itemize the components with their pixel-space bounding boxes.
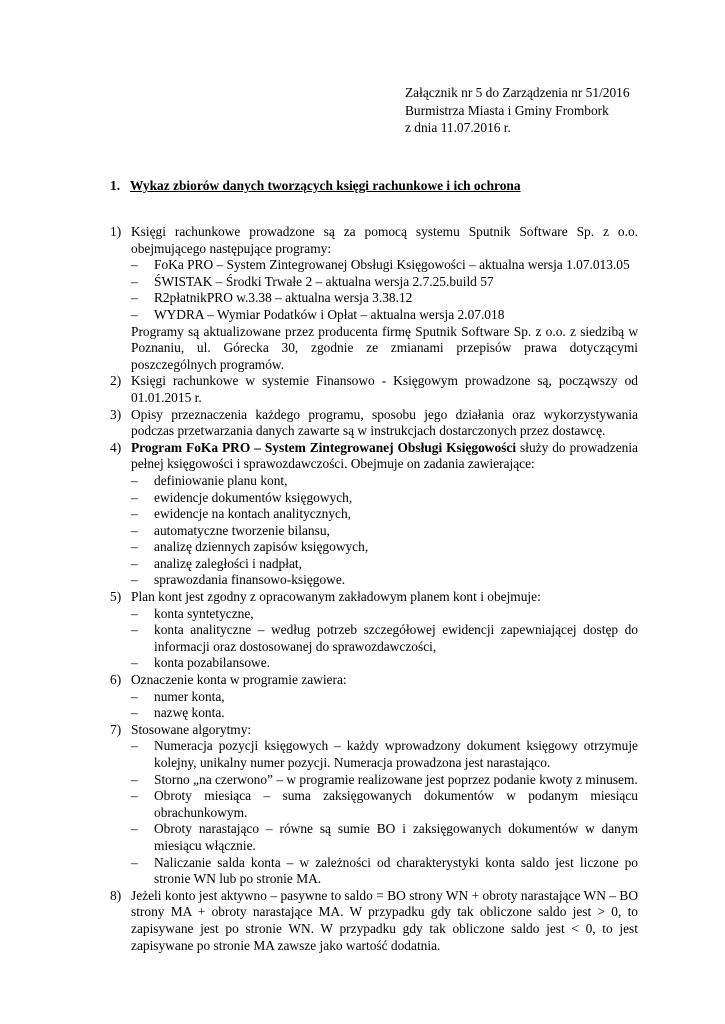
account-type: – konta pozabilansowe. [131,655,271,671]
dash-bullet: – [131,688,138,704]
dash-bullet: – [131,472,138,488]
list-item [110,440,638,589]
attachment-header [405,84,630,137]
task-list [131,473,638,589]
section-heading [110,178,521,194]
item-number: 1) [110,224,122,239]
item-text: Plan kont jest zgodny z opracowanym zakładowym planem kont i obejmuje: [131,589,541,605]
task-item: – sprawozdania finansowo-księgowe. [131,572,346,588]
item-text: Program FoKa PRO – System Zintegrowanej Obsługi Księgowości służy do prowadzenia pełnej księgowości i sprawozdawczości. Obejmuje on zadania zawierające: [131,439,638,472]
item-text: Opisy przeznaczenia każdego programu, sposobu jego działania oraz wykorzystywania podczas przetwarzania danych zawarte są w instrukcjach dostarczonych przez dostawcę. [131,406,638,439]
program-r2platnik: – R2płatnikPRO w.3.38 – aktualna wersja 3.38.12 [131,290,413,306]
item-text: Stosowane algorytmy: [131,721,252,737]
algorithm-item: – Naliczanie salda konta – w zależności od charakterystyki konta saldo jest liczone po stronie WN lub po stronie MA. [131,854,638,887]
item-number: 5) [110,589,122,605]
dash-bullet: – [131,655,138,671]
algorithm-item: – Obroty narastająco – równe są sumie BO i zaksięgowanych dokumentów w danym miesiącu włącznie. [131,821,638,853]
list-item [110,224,638,373]
dash-bullet: – [131,290,138,306]
dash-bullet: – [131,539,138,555]
task-item: – automatyczne tworzenie bilansu, [131,522,330,538]
dash-bullet: – [131,489,138,505]
item-number: 4) [110,439,122,455]
section-number: 1. [110,178,121,193]
task-item: – analizę zaległości i nadpłat, [131,555,302,571]
algorithm-list [131,738,638,887]
item-number: 2) [110,373,122,389]
algorithm-item: – Obroty miesiąca – suma zaksięgowanych dokumentów w podanym miesiącu obrachunkowym. [131,788,638,820]
program-wydra: – WYDRA – Wymiar Podatków i Opłat – aktualna wersja 2.07.018 [131,306,505,322]
dash-bullet: – [131,506,138,522]
marking-item: – numer konta, [131,688,225,704]
item-number: 7) [110,721,122,737]
dash-bullet: – [131,257,138,273]
item-number: 3) [110,406,122,422]
item-number: 8) [110,887,122,903]
item-text: Oznaczenie konta w programie zawiera: [131,672,347,688]
item-text: Księgi rachunkowe prowadzone są za pomocą systemu Sputnik Software Sp. z o.o. obejmującego następujące programy: [131,224,638,256]
list-item [110,722,638,888]
dash-bullet: – [131,854,138,870]
task-item: – analizę dziennych zapisów księgowych, [131,539,369,555]
account-plan-list [131,606,638,672]
dash-bullet: – [131,705,138,721]
task-item: – ewidencje dokumentów księgowych, [131,489,353,505]
dash-bullet: – [131,771,138,787]
dash-bullet: – [131,273,138,289]
header-line-attachment: Załącznik nr 5 do Zarządzenia nr 51/2016 [405,85,630,100]
dash-bullet: – [131,555,138,571]
item-after-text: Programy są aktualizowane przez producenta firmę Sputnik Software Sp. z o.o. z siedzibą w Poznaniu, ul. Górecka 30, zgodnie ze zmianami przepisów prawa dotyczącymi poszczególnych programów. [131,323,638,372]
account-marking-list [131,689,638,722]
header-line-issuer: Burmistrza Miasta i Gminy Frombork [405,102,609,118]
list-item [110,407,638,440]
list-item [110,888,638,954]
account-type: – konta syntetyczne, [131,605,254,621]
program-swistak: – ŚWISTAK – Środki Trwałe 2 – aktualna wersja 2.7.25.build 57 [131,273,494,289]
list-item [110,589,638,672]
account-type: – konta analityczne – według potrzeb szczegółowej ewidencji zapewniającej dostęp do informacji oraz dostosowanej do sprawozdawczości, [131,622,638,654]
dash-bullet: – [131,306,138,322]
header-line-date: z dnia 11.07.2016 r. [405,120,511,136]
dash-bullet: – [131,522,138,538]
program-foka: – FoKa PRO – System Zintegrowanej Obsługi Księgowości – aktualna wersja 1.07.013.05 [131,257,630,273]
algorithm-item: – Storno „na czerwono” – w programie realizowane jest poprzez podanie kwoty z minusem. [131,771,638,787]
dash-bullet: – [131,738,138,754]
list-item [110,672,638,722]
dash-bullet: – [131,605,138,621]
dash-bullet: – [131,572,138,588]
program-name-bold: Program FoKa PRO – System Zintegrowanej Obsługi Księgowości [131,439,517,455]
marking-item: – nazwę konta. [131,705,225,721]
dash-bullet: – [131,788,138,804]
algorithm-item: – Numeracja pozycji księgowych – każdy wprowadzony dokument księgowy otrzymuje kolejny, unikalny numer pozycji. Numeracja prowadzona jest narastająco. [131,738,638,770]
item-text: Jeżeli konto jest aktywno – pasywne to saldo = BO strony WN + obroty narastające WN – BO strony MA + obroty narastające MA. W przypadku gdy tak obliczone saldo jest > 0, to zapisywane jest po stronie WN. W przypadku gdy tak obliczone saldo jest < 0, to jest zapisywane po stronie MA zawsze jako wartość dodatnia. [131,887,638,953]
dash-bullet: – [131,821,138,837]
program-list [131,257,638,323]
item-text: Księgi rachunkowe w systemie Finansowo - Księgowym prowadzone są, począwszy od 01.01.2015 r. [131,373,638,405]
list-item [110,373,638,406]
dash-bullet: – [131,622,138,638]
section-title: Wykaz zbiorów danych tworzących księgi rachunkowe i ich ochrona [130,178,521,193]
item-number: 6) [110,672,122,688]
task-item: – definiowanie planu kont, [131,472,288,488]
document-body [110,224,638,954]
task-item: – ewidencje na kontach analitycznych, [131,506,352,522]
